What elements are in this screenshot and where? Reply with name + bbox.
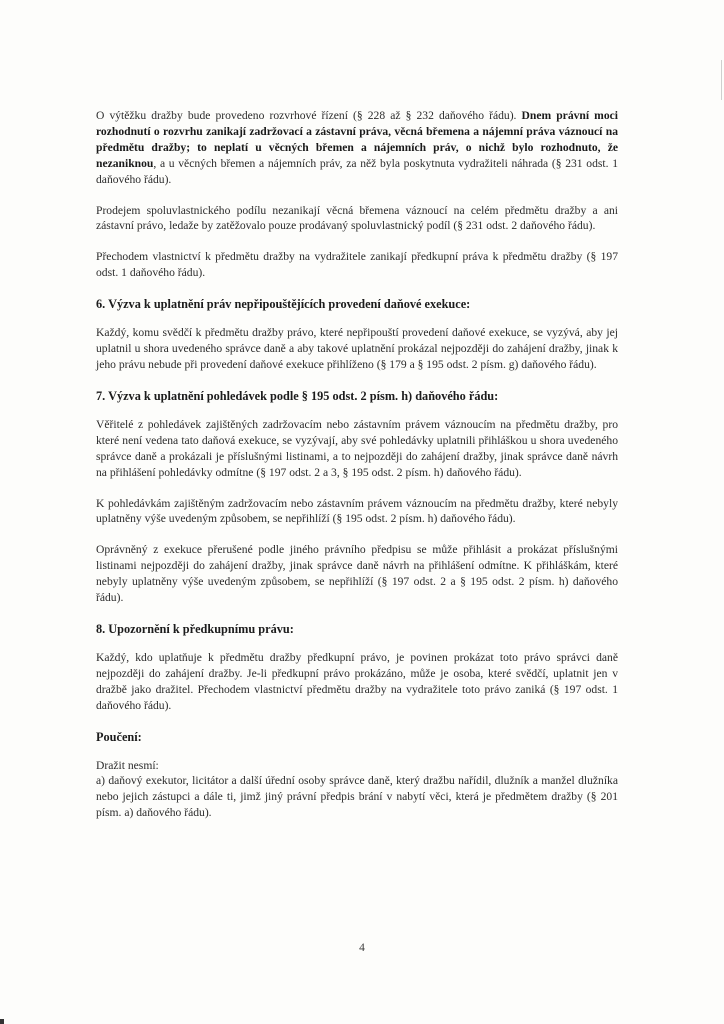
- paragraph-ownership-transfer: Přechodem vlastnictví k předmětu dražby na vydražitele zanikají předkupní práva k předmětu dražby (§ 197 odst. 1 daňového řádu).: [96, 250, 618, 280]
- page-number: 4: [359, 942, 365, 954]
- section-6-paragraph: Každý, komu svědčí k předmětu dražby právo, které nepřipouští provedení daňové exekuce, se vyzývá, aby jej uplatnil u shora uvedeného správce daně a aby takové uplatnění prokázal nejpozději do zahájení dražby, jinak k jeho právu nebude při provedení daňové exekuce přihlíženo (§ 179 a § 195 odst. 2 písm. g) daňového řádu).: [96, 326, 618, 371]
- paragraph-distribution-text: O výtěžku dražby bude provedeno rozvrhové řízení (§ 228 až § 232 daňového řádu).: [96, 109, 522, 122]
- section-8-heading: 8. Upozornění k předkupnímu právu:: [96, 621, 294, 636]
- section-7-heading: 7. Výzva k uplatnění pohledávek podle § 195 odst. 2 písm. h) daňového řádu:: [96, 388, 499, 403]
- pouceni-heading: Poučení:: [96, 729, 142, 744]
- paragraph-distribution: [96, 108, 618, 188]
- pouceni-intro: Dražit nesmí:: [96, 758, 159, 772]
- paragraph-distribution-bold: Dnem právní moci rozhodnutí o rozvrhu zanikají zadržovací a zástavní práva, věcná břemena a nájemní práva váznoucí na předmětu dražby; to neplatí u věcných břemen a nájemních práv, o nichž bylo rozhodnuto, že nezaniknou: [96, 109, 618, 170]
- document-body: [96, 108, 618, 821]
- scan-speck: [0, 1019, 4, 1024]
- section-7-paragraph-2: K pohledávkám zajištěným zadržovacím nebo zástavním právem váznoucím na předmětu dražby, které nebyly uplatněny výše uvedeným způsobem, se nepřihlíží (§ 195 odst. 2 písm. h) daňového řádu).: [96, 496, 618, 526]
- paragraph-co-ownership: Prodejem spoluvlastnického podílu nezanikají věcná břemena váznoucí na celém předmětu dražby a ani zástavní právo, ledaže by zatěžovalo pouze prodávaný spoluvlastnický podíl (§ 231 odst. 2 daňového řádu).: [96, 203, 618, 233]
- section-7-paragraph-1: Věřitelé z pohledávek zajištěných zadržovacím nebo zástavním právem váznoucím na předmětu dražby, pro které není vedena tato daňová exekuce, se vyzývají, aby své pohledávky uplatnili přihláškou u shora uvedeného správce daně a prokázali je příslušnými listinami, a to nejpozději do zahájení dražby, jinak správce daně návrh na přihlášení pohledávky odmítne (§ 197 odst. 2 a 3, § 195 odst. 2 písm. h) daňového řádu).: [96, 417, 618, 479]
- section-8-paragraph: Každý, kdo uplatňuje k předmětu dražby předkupní právo, je povinen prokázat toto právo správci daně nejpozději do zahájení dražby. Je-li předkupní právo prokázáno, může je osoba, které svědčí, uplatnit jen v dražbě jako dražitel. Přechodem vlastnictví předmětu dražby na vydražitele toto právo zaniká (§ 197 odst. 1 daňového řádu).: [96, 650, 618, 712]
- scan-edge-mark: [721, 60, 722, 100]
- pouceni-item-a: a) daňový exekutor, licitátor a další úřední osoby správce daně, který dražbu nařídil, dlužník a manžel dlužníka nebo jejich zástupci a dále ti, jimž jiný právní předpis brání v nabytí věci, která je předmětem dražby (§ 201 písm. a) daňového řádu).: [96, 774, 618, 820]
- section-7-paragraph-3: Oprávněný z exekuce přerušené podle jiného právního předpisu se může přihlásit a prokázat příslušnými listinami nejpozději do zahájení dražby, jinak správce daně návrh na přihlášení odmítne. K přihláškám, které nebyly uplatněny výše uvedeným způsobem, se nepřihlíží (§ 197 odst. 2 a § 195 odst. 2 písm. h) daňového řádu).: [96, 543, 618, 605]
- section-6-heading: 6. Výzva k uplatnění práv nepřipouštějících provedení daňové exekuce:: [96, 297, 471, 312]
- paragraph-distribution-tail: , a u věcných břemen a nájemních práv, za něž byla poskytnuta vydražiteli náhrada (§ 231 odst. 1 daňového řádu).: [96, 156, 618, 186]
